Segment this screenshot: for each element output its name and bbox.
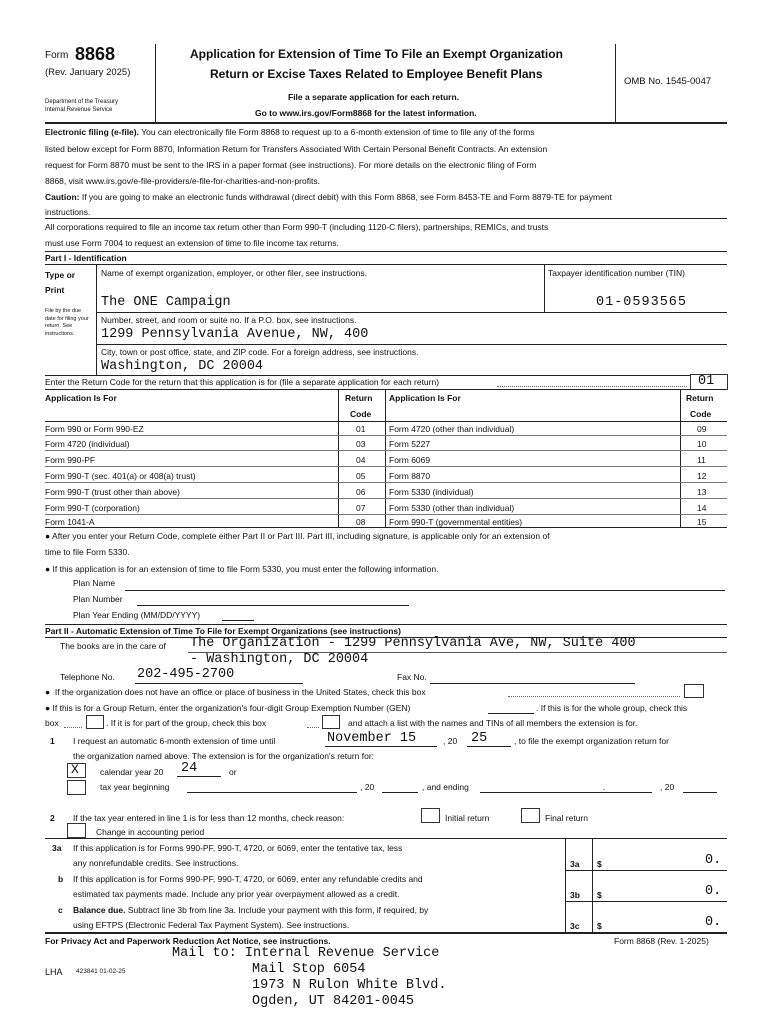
line3c-line1 bbox=[73, 905, 428, 915]
city-label: City, town or post office, state, and ZIP code. For a foreign address, see instructions. bbox=[101, 347, 419, 357]
mail-to-line4: Ogden, UT 84201-0045 bbox=[252, 994, 415, 1009]
codes-left-code: 07 bbox=[356, 503, 366, 513]
final-return-label: Final return bbox=[545, 813, 588, 823]
plan-number-field[interactable] bbox=[137, 605, 409, 606]
calendar-year-or: or bbox=[229, 767, 237, 777]
codes-right-code: 13 bbox=[697, 487, 707, 497]
form5330-bullet-text: If this application is for an extension of time to file Form 5330, you must enter the following information. bbox=[52, 564, 439, 574]
street-field[interactable]: 1299 Pennsylvania Avenue, NW, 400 bbox=[101, 327, 369, 342]
efile-paragraph-line3: request for Form 8870 must be sent to the IRS in a paper format (see instructions). For more details on the electronic filing of Form bbox=[45, 160, 537, 170]
revision-date: (Rev. January 2025) bbox=[45, 67, 131, 78]
no-us-office-checkbox[interactable] bbox=[684, 684, 704, 698]
after-code-bullet-text: After you enter your Return Code, complete either Part II or Part III. Part III, including signature, is applicable only for an extension of bbox=[52, 531, 550, 541]
plan-number-label: Plan Number bbox=[73, 594, 123, 604]
codes-header-app-right: Application Is For bbox=[389, 393, 461, 403]
irs-link-note: Go to www.irs.gov/Form8868 for the latest information. bbox=[255, 108, 477, 118]
codes-left-name: Form 990-T (corporation) bbox=[45, 503, 140, 513]
codes-left-code: 01 bbox=[356, 424, 366, 434]
no-us-office-text: If the organization does not have an office or place of business in the United States, check this box bbox=[54, 687, 426, 697]
omb-number: OMB No. 1545-0047 bbox=[624, 76, 712, 87]
codes-header-return-right: Return bbox=[686, 393, 714, 403]
tax-year-checkbox[interactable] bbox=[67, 780, 86, 795]
group-return-line1a: ● If this is for a Group Return, enter the organization's four-digit Group Exemption Number (GEN) bbox=[45, 703, 411, 713]
part1-heading: Part I - Identification bbox=[45, 253, 127, 263]
codes-right-name: Form 8870 bbox=[389, 471, 431, 481]
line1-text-b: , to file the exempt organization return for bbox=[514, 736, 669, 746]
tax-year-end-year-field[interactable] bbox=[683, 792, 717, 793]
line2-number: 2 bbox=[50, 813, 55, 823]
initial-return-checkbox[interactable] bbox=[421, 808, 440, 823]
telephone-field[interactable]: 202-495-2700 bbox=[137, 667, 235, 682]
return-code-label: Enter the Return Code for the return that this application is for (file a separate application for each return) bbox=[45, 377, 440, 387]
balance-due-label: Balance due. bbox=[73, 905, 126, 915]
codes-right-name: Form 5330 (individual) bbox=[389, 487, 474, 497]
line3c-text1: Subtract line 3b from line 3a. Include your payment with this form, if required, by bbox=[127, 905, 429, 915]
tax-year-ending-label: , and ending bbox=[422, 782, 469, 792]
department-line1: Department of the Treasury bbox=[45, 99, 119, 105]
calendar-year-label: calendar year 20 bbox=[100, 767, 164, 777]
calendar-year-field[interactable]: 24 bbox=[181, 761, 198, 776]
form-title-line2: Return or Excise Taxes Related to Employee Benefit Plans bbox=[210, 67, 543, 81]
corporations-line1: All corporations required to file an income tax return other than Form 990-T (including 1120-C filers), partnerships, REMICs, and trusts bbox=[45, 222, 549, 232]
tax-year-20b: , 20 bbox=[660, 782, 675, 792]
separate-application-note: File a separate application for each return. bbox=[288, 92, 459, 102]
line3a-amount-field[interactable]: 0. bbox=[705, 853, 722, 868]
after-code-bullet-line2: time to file Form 5330. bbox=[45, 547, 130, 557]
line3b-text1: If this application is for Forms 990-PF, 990-T, 4720, or 6069, enter any refundable credits and bbox=[73, 874, 423, 884]
efile-paragraph-line1 bbox=[45, 127, 534, 137]
type-or-print-label: Type or Print bbox=[45, 270, 76, 295]
line3c-dollar: $ bbox=[597, 921, 602, 931]
line3a-dollar: $ bbox=[597, 859, 602, 869]
footer-form-ref: Form 8868 (Rev. 1-2025) bbox=[614, 936, 709, 946]
line3c-amount-field[interactable]: 0. bbox=[705, 915, 722, 930]
file-by-note: File by the due date for filing your return. See instructions. bbox=[45, 308, 89, 337]
codes-left-code: 03 bbox=[356, 439, 366, 449]
codes-right-code: 09 bbox=[697, 424, 707, 434]
line3b-text2: estimated tax payments made. Include any prior year overpayment allowed as a credit. bbox=[73, 889, 400, 899]
group-return-text: If this is for a Group Return, enter the organization's four-digit Group Exemption Number (GEN) bbox=[52, 703, 411, 713]
org-name-label: Name of exempt organization, employer, or other filer, see instructions. bbox=[101, 268, 367, 278]
privacy-act-notice: For Privacy Act and Paperwork Reduction Act Notice, see instructions. bbox=[45, 936, 331, 946]
calendar-year-check-mark: X bbox=[71, 762, 79, 777]
line3a-text1: If this application is for Forms 990-PF, 990-T, 4720, or 6069, enter the tentative tax, less bbox=[73, 843, 403, 853]
codes-left-name: Form 990-T (trust other than above) bbox=[45, 487, 180, 497]
codes-left-code: 05 bbox=[356, 471, 366, 481]
codes-right-name: Form 5227 bbox=[389, 439, 431, 449]
change-accounting-label: Change in accounting period bbox=[96, 827, 205, 837]
tax-year-dot: . bbox=[603, 782, 606, 792]
codes-left-name: Form 1041-A bbox=[45, 517, 95, 527]
plan-year-ending-field[interactable] bbox=[222, 620, 254, 621]
form-number: 8868 bbox=[75, 44, 116, 64]
codes-right-name: Form 4720 (other than individual) bbox=[389, 424, 515, 434]
initial-return-label: Initial return bbox=[445, 813, 490, 823]
form5330-bullet: ● If this application is for an extension of time to file Form 5330, you must enter the following information. bbox=[45, 564, 439, 574]
caution-line2: instructions. bbox=[45, 207, 91, 217]
city-field[interactable]: Washington, DC 20004 bbox=[101, 359, 264, 374]
line3a-number: 3a bbox=[52, 843, 62, 853]
codes-header-return-left: Return bbox=[345, 393, 373, 403]
calendar-year-checkbox[interactable] bbox=[67, 763, 86, 778]
plan-year-ending-label: Plan Year Ending (MM/DD/YYYY) bbox=[73, 610, 201, 620]
codes-right-name: Form 5330 (other than individual) bbox=[389, 503, 515, 513]
caution-label: Caution: bbox=[45, 192, 80, 202]
codes-left-code: 08 bbox=[356, 517, 366, 527]
codes-header-code-left: Code bbox=[350, 409, 372, 419]
caution-line1 bbox=[45, 192, 612, 202]
part2-heading: Part II - Automatic Extension of Time To File for Exempt Organizations (see instructions) bbox=[45, 626, 401, 636]
line1-number: 1 bbox=[50, 736, 55, 746]
books-care-label: The books are in the care of bbox=[60, 641, 166, 651]
line3a-box-label: 3a bbox=[570, 859, 580, 869]
fax-label: Fax No. bbox=[397, 672, 427, 682]
codes-header-code-right: Code bbox=[690, 409, 712, 419]
gen-field[interactable] bbox=[488, 713, 534, 714]
tax-year-begin-field[interactable] bbox=[187, 792, 357, 793]
plan-name-label: Plan Name bbox=[73, 578, 116, 588]
line1-comma20: , 20 bbox=[443, 736, 458, 746]
codes-left-name: Form 990-PF bbox=[45, 455, 96, 465]
street-label: Number, street, and room or suite no. If a P.O. box, see instructions. bbox=[101, 315, 357, 325]
line3b-dollar: $ bbox=[597, 890, 602, 900]
change-accounting-checkbox[interactable] bbox=[67, 823, 86, 838]
tax-year-label: tax year beginning bbox=[100, 782, 170, 792]
line3b-amount-field[interactable]: 0. bbox=[705, 884, 722, 899]
line3c-text2: using EFTPS (Electronic Federal Tax Payment System). See instructions. bbox=[73, 920, 350, 930]
tax-year-end-field[interactable] bbox=[480, 792, 652, 793]
whole-group-checkbox[interactable] bbox=[86, 715, 104, 729]
codes-header-app-left: Application Is For bbox=[45, 393, 117, 403]
efile-text: You can electronically file Form 8868 to request up to a 6-month extension of time to file any of the forms bbox=[141, 127, 535, 137]
form-title-line1: Application for Extension of Time To File an Exempt Organization bbox=[190, 47, 563, 61]
tax-year-20a: , 20 bbox=[360, 782, 375, 792]
line1-text-c: the organization named above. The extension is for the organization's return for: bbox=[73, 751, 375, 761]
codes-right-code: 12 bbox=[697, 471, 707, 481]
part-group-checkbox[interactable] bbox=[322, 715, 340, 729]
codes-left-code: 04 bbox=[356, 455, 366, 465]
codes-left-name: Form 990-T (sec. 401(a) or 408(a) trust) bbox=[45, 471, 196, 481]
form-word: Form bbox=[45, 50, 69, 61]
line3b-letter: b bbox=[58, 874, 64, 884]
fax-field[interactable] bbox=[430, 683, 635, 684]
books-care-field-line1[interactable]: The Organization - 1299 Pennsylvania Ave, NW, Suite 400 bbox=[190, 636, 636, 651]
codes-right-code: 15 bbox=[697, 517, 707, 527]
efile-paragraph-line4: 8868, visit www.irs.gov/e-file-providers/e-file-for-charities-and-non-profits. bbox=[45, 176, 320, 186]
return-code-field: 01 bbox=[698, 374, 715, 389]
tax-year-begin-year-field[interactable] bbox=[382, 792, 418, 793]
after-code-bullet-line1: ● After you enter your Return Code, complete either Part II or Part III. Part III, including signature, is applicable only for an extension of bbox=[45, 531, 550, 541]
group-attach-text: and attach a list with the names and TINs of all members the extension is for. bbox=[348, 718, 638, 728]
efile-label: Electronic filing (e-file). bbox=[45, 127, 139, 137]
footer-code: 423841 01-02-25 bbox=[76, 968, 126, 975]
mail-to-line3: 1973 N Rulon White Blvd. bbox=[252, 978, 447, 993]
no-us-office-line: ● If the organization does not have an office or place of business in the United States, check this box bbox=[45, 687, 426, 697]
line3c-box-label: 3c bbox=[570, 921, 580, 931]
group-box-label: box bbox=[45, 718, 59, 728]
line3b-box-label: 3b bbox=[570, 890, 580, 900]
department-line2: Internal Revenue Service bbox=[45, 107, 113, 113]
codes-right-name: Form 6069 bbox=[389, 455, 431, 465]
mail-to-line2: Mail Stop 6054 bbox=[252, 962, 366, 977]
plan-name-field[interactable] bbox=[125, 590, 725, 591]
tin-label: Taxpayer identification number (TIN) bbox=[548, 268, 686, 278]
line1-text-a: I request an automatic 6-month extension of time until bbox=[73, 736, 276, 746]
codes-left-code: 06 bbox=[356, 487, 366, 497]
mail-to-line1: Mail to: Internal Revenue Service bbox=[172, 946, 440, 961]
books-care-field-line2[interactable]: - Washington, DC 20004 bbox=[190, 652, 369, 667]
codes-right-code: 11 bbox=[697, 455, 706, 465]
lha-label: LHA bbox=[45, 967, 63, 977]
tin-field[interactable]: 01-0593565 bbox=[596, 295, 688, 310]
return-code-box[interactable] bbox=[690, 374, 728, 390]
group-part-text: . If it is for part of the group, check this box bbox=[106, 718, 267, 728]
group-return-line1b: . If this is for the whole group, check this bbox=[536, 703, 688, 713]
extension-date-field[interactable]: November 15 bbox=[327, 731, 417, 746]
caution-text: If you are going to make an electronic funds withdrawal (direct debit) with this Form 8868, see Form 8453-TE and Form 8879-TE for payment bbox=[81, 192, 612, 202]
codes-left-name: Form 990 or Form 990-EZ bbox=[45, 424, 144, 434]
codes-right-code: 10 bbox=[697, 439, 707, 449]
org-name-field[interactable]: The ONE Campaign bbox=[101, 295, 231, 310]
codes-right-name: Form 990-T (governmental entities) bbox=[389, 517, 523, 527]
extension-year-field[interactable]: 25 bbox=[471, 731, 488, 746]
codes-right-code: 14 bbox=[697, 503, 707, 513]
final-return-checkbox[interactable] bbox=[521, 808, 540, 823]
line2-text: If the tax year entered in line 1 is for less than 12 months, check reason: bbox=[73, 813, 345, 823]
telephone-label: Telephone No. bbox=[60, 672, 115, 682]
line3a-text2: any nonrefundable credits. See instructions. bbox=[73, 858, 239, 868]
efile-paragraph-line2: listed below except for Form 8870, Information Return for Transfers Associated With Certain Personal Benefit Contracts. An extension bbox=[45, 144, 548, 154]
line3c-letter: c bbox=[58, 905, 63, 915]
codes-left-name: Form 4720 (individual) bbox=[45, 439, 130, 449]
corporations-line2: must use Form 7004 to request an extension of time to file income tax returns. bbox=[45, 238, 339, 248]
